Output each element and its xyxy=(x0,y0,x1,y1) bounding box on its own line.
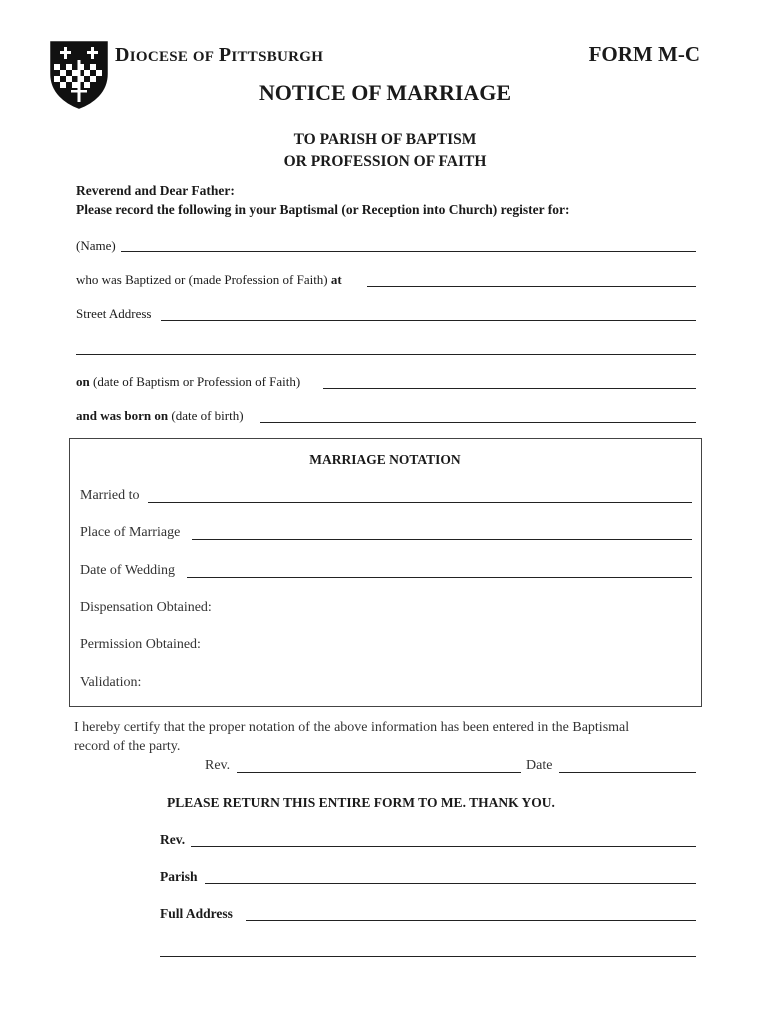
birth-date-label-text: (date of birth) xyxy=(168,408,244,423)
street-field[interactable] xyxy=(161,320,696,321)
certify-date-label: Date xyxy=(526,758,553,773)
return-address-field[interactable] xyxy=(246,920,696,921)
name-label: (Name) xyxy=(76,238,116,253)
diocese-of: OF xyxy=(192,49,215,65)
subtitle-line-2: OR PROFESSION OF FAITH xyxy=(283,153,487,170)
birth-date-label xyxy=(76,408,244,424)
return-rev-field[interactable] xyxy=(191,846,696,847)
married-to-field[interactable] xyxy=(148,502,692,503)
place-label: Place of Marriage xyxy=(80,525,181,540)
salutation: Reverend and Dear Father: xyxy=(76,183,235,198)
diocese-word: IOCESE xyxy=(129,49,189,65)
return-notice: PLEASE RETURN THIS ENTIRE FORM TO ME. THANK YOU. xyxy=(167,795,555,810)
birth-date-field[interactable] xyxy=(260,422,696,423)
wedding-date-label: Date of Wedding xyxy=(80,563,176,578)
certify-line-1: I hereby certify that the proper notation of the above information has been entered in the Baptismal xyxy=(74,720,630,735)
return-address-field-line-2[interactable] xyxy=(160,956,696,957)
permission-label: Permission Obtained: xyxy=(80,637,201,652)
baptism-date-label-text: (date of Baptism or Profession of Faith) xyxy=(89,374,301,389)
form-id: FORM M-C xyxy=(588,42,700,66)
return-rev-label: Rev. xyxy=(160,832,186,847)
baptism-date-label xyxy=(76,374,300,390)
baptized-label xyxy=(76,272,342,288)
page-title: NOTICE OF MARRIAGE xyxy=(258,80,512,105)
street-label: Street Address xyxy=(76,306,152,321)
diocese-letter-2: P xyxy=(218,44,232,66)
dispensation-label: Dispensation Obtained: xyxy=(80,600,212,615)
on-label: on xyxy=(76,374,90,389)
name-field[interactable] xyxy=(121,251,696,252)
diocese-letter: D xyxy=(115,44,130,66)
certify-date-field[interactable] xyxy=(559,772,696,773)
return-parish-label: Parish xyxy=(160,869,198,884)
wedding-date-field[interactable] xyxy=(187,577,692,578)
instruction: Please record the following in your Baptismal (or Reception into Church) register for: xyxy=(76,202,570,217)
place-field[interactable] xyxy=(192,539,692,540)
baptized-at-label: at xyxy=(330,272,342,287)
certify-line-2: record of the party. xyxy=(74,739,181,754)
baptized-label-text: who was Baptized or (made Profession of Faith) xyxy=(76,272,331,287)
subtitle-line-1: TO PARISH OF BAPTISM xyxy=(293,131,477,148)
return-address-label: Full Address xyxy=(160,906,233,921)
street-field-line-2[interactable] xyxy=(76,354,696,355)
married-to-label: Married to xyxy=(80,488,140,503)
diocese-name xyxy=(115,44,323,67)
born-label: and was born on xyxy=(76,408,169,423)
marriage-notation-title: MARRIAGE NOTATION xyxy=(309,452,461,467)
validation-label: Validation: xyxy=(80,675,142,690)
return-parish-field[interactable] xyxy=(205,883,696,884)
certify-rev-field[interactable] xyxy=(237,772,521,773)
baptized-at-field[interactable] xyxy=(367,286,696,287)
diocese-word-2: ITTSBURGH xyxy=(231,49,324,65)
baptism-date-field[interactable] xyxy=(323,388,696,389)
certify-rev-label: Rev. xyxy=(205,758,231,773)
